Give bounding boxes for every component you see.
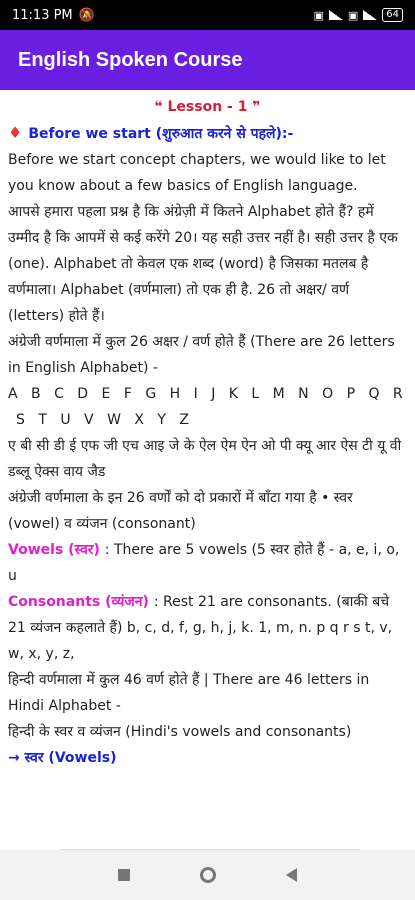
paragraph-letter-count: अंग्रेजी वर्णमाला में कुल 26 अक्षर / वर्ण होते हैं (There are 26 letters in English Alphabet) - bbox=[8, 334, 395, 376]
diamond-icon: ♦ bbox=[8, 123, 23, 142]
consonants-text: : Rest 21 are consonants. (बाकी बचे 21 व्यंजन कहलाते हैं) b, c, d, f, g, h, j, k. 1, m, n. p q r s t, v, w, x, y, z, bbox=[8, 594, 393, 662]
lesson-content[interactable] bbox=[0, 90, 415, 850]
paragraph-intro: Before we start concept chapters, we would like to let you know about a few basics of English language. bbox=[8, 152, 386, 194]
english-alphabet-row-1: A B C D E F G H I J K L M N O P Q R bbox=[8, 386, 403, 402]
paragraph-hindi-types: हिन्दी के स्वर व व्यंजन (Hindi's vowels and consonants) bbox=[8, 724, 352, 740]
english-alphabet-row-2: S T U V W X Y Z bbox=[16, 412, 189, 428]
paragraph-types: अंग्रेजी वर्णमाला के इन 26 वर्णों को दो प्रकारों में बाँटा गया है • स्वर (vowel) व व्यंजन (consonant) bbox=[8, 490, 353, 532]
battery-icon: 64 bbox=[382, 8, 403, 22]
app-bar bbox=[0, 30, 415, 90]
hindi-alphabet-row: ए बी सी डी ई एफ जी एच आइ जे के ऐल ऐम ऐन ओ पी क्यू आर ऐस टी यू वी डब्लू ऐक्स वाय जैड bbox=[8, 438, 402, 480]
vowifi-icon: ▣ bbox=[313, 8, 324, 22]
back-triangle-icon[interactable] bbox=[286, 868, 297, 882]
navigation-bar bbox=[0, 850, 415, 900]
paragraph-alphabet-question: आपसे हमारा पहला प्रश्न है कि अंग्रेज़ी में कितने Alphabet होते हैं? हमें उम्मीद है कि आपमें से कई करेंगे 20। यह सही उत्तर नहीं है। सही उत्तर है एक (one). Alphabet तो केवल एक शब्द (word) है जिसका मतलब है वर्णमाला। Alphabet (वर्णमाला) तो एक ही है. 26 तो अक्षर/ वर्ण (letters) होते हैं। bbox=[8, 204, 398, 324]
status-bar bbox=[0, 0, 415, 30]
status-time: 11:13 PM bbox=[12, 7, 73, 23]
app-title: English Spoken Course bbox=[18, 48, 243, 71]
signal-icon-2 bbox=[363, 10, 377, 20]
circle-icon[interactable] bbox=[200, 867, 216, 883]
square-icon[interactable] bbox=[118, 869, 130, 881]
paragraph-hindi-count: हिन्दी वर्णमाला में कुल 46 वर्ण होते हैं | There are 46 letters in Hindi Alphabet - bbox=[8, 672, 370, 714]
vowels-line bbox=[8, 537, 407, 589]
consonants-label: Consonants (व्यंजन) bbox=[8, 594, 154, 610]
mute-icon: 🔕 bbox=[78, 7, 95, 23]
consonants-line bbox=[8, 589, 407, 667]
heading-text: Before we start (शुरुआत करने से पहले):- bbox=[28, 126, 294, 142]
vowels-section-heading: → स्वर (Vowels) bbox=[8, 750, 117, 766]
vowels-text: : There are 5 vowels (5 स्वर होते हैं - a, e, i, o, u bbox=[8, 542, 400, 584]
section-heading bbox=[8, 120, 407, 147]
lesson-title: ❝ Lesson - 1 ❞ bbox=[154, 99, 261, 115]
vowifi-icon-2: ▣ bbox=[347, 8, 359, 22]
signal-icon bbox=[329, 10, 343, 20]
vowels-label: Vowels (स्वर) bbox=[8, 542, 105, 558]
